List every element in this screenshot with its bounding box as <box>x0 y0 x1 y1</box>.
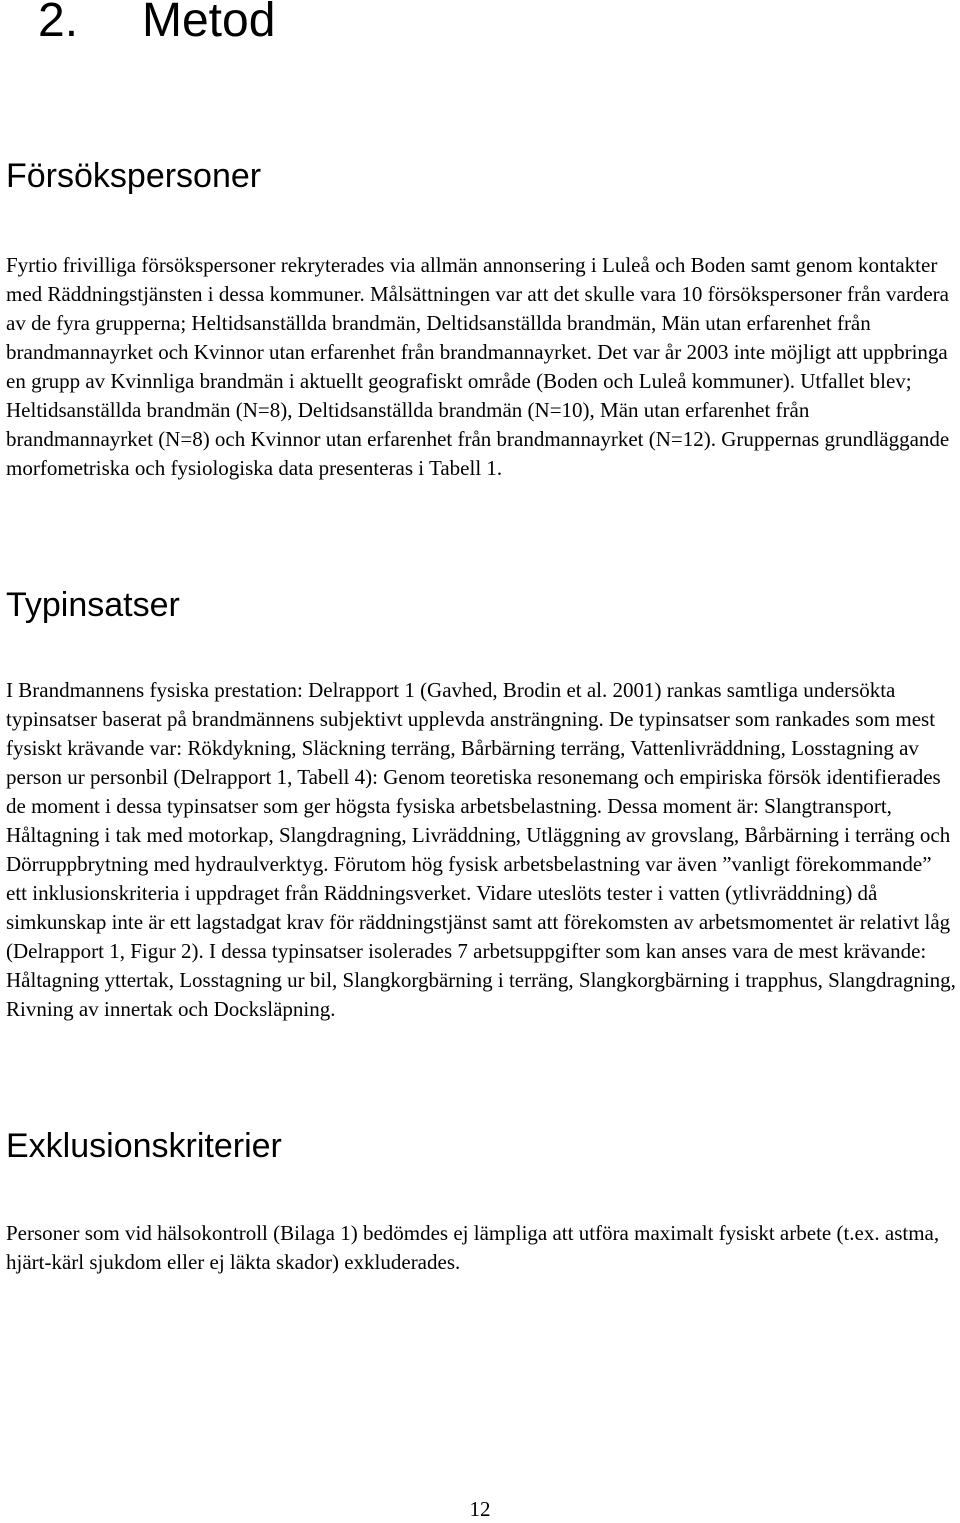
chapter-title-text: Metod <box>142 0 276 47</box>
section-heading-typinsatser: Typinsatser <box>6 586 180 624</box>
chapter-number: 2. <box>38 0 79 47</box>
section-heading-exklusionskriterier: Exklusionskriterier <box>6 1127 282 1165</box>
chapter-title <box>38 0 275 56</box>
section-heading-forsokspersoner: Försökspersoner <box>6 157 262 195</box>
page-number: 12 <box>469 1497 491 1521</box>
paragraph-exklusionskriterier: Personer som vid hälsokontroll (Bilaga 1) bedömdes ej lämpliga att utföra maximalt fysiskt arbete (t.ex. astma, hjärt-kärl sjukdom eller ej läkta skador) exkluderades. <box>6 1221 940 1274</box>
paragraph-forsokspersoner: Fyrtio frivilliga försökspersoner rekryterades via allmän annonsering i Luleå och Boden samt genom kontakter med Räddningstjänsten i dessa kommuner. Målsättningen var att det skulle vara 10 försökspersoner från vardera av de fyra grupperna; Heltidsanställda brandmän, Deltidsanställda brandmän, Män utan erfarenhet från brandmannayrket och Kvinnor utan erfarenhet från brandmannayrket. Det var år 2003 inte möjligt att uppbringa en grupp av Kvinnliga brandmän i aktuellt geografiskt område (Boden och Luleå kommuner). Utfallet blev; Heltidsanställda brandmän (N=8), Deltidsanställda brandmän (N=10), Män utan erfarenhet från brandmannayrket (N=8) och Kvinnor utan erfarenhet från brandmannayrket (N=12). Gruppernas grundläggande morfometriska och fysiologiska data presenteras i Tabell 1. <box>6 253 950 480</box>
paragraph-typinsatser: I Brandmannens fysiska prestation: Delrapport 1 (Gavhed, Brodin et al. 2001) rankas samtliga undersökta typinsatser baserat på brandmännens subjektivt upplevda ansträngning. De typinsatser som rankades som mest fysiskt krävande var: Rökdykning, Släckning terräng, Bårbärning terräng, Vattenlivräddning, Losstagning av person ur personbil (Delrapport 1, Tabell 4): Genom teoretiska resonemang och empiriska försök identifierades de moment i dessa typinsatser som ger högsta fysiska arbetsbelastning. Dessa moment är: Slangtransport, Håltagning i tak med motorkap, Slangdragning, Livräddning, Utläggning av grovslang, Bårbärning i terräng och Dörruppbrytning med hydraulverktyg. Förutom hög fysisk arbetsbelastning var även ”vanligt förekommande” ett inklusionskriteria i uppdraget från Räddningsverket. Vidare uteslöts tester i vatten (ytlivräddning) då simkunskap inte är ett lagstadgat krav för räddningstjänst samt att förekomsten av arbetsmomentet är relativt låg (Delrapport 1, Figur 2). I dessa typinsatser isolerades 7 arbetsuppgifter som kan anses vara de mest krävande: Håltagning yttertak, Losstagning ur bil, Slangkorgbärning i terräng, Slangkorgbärning i trapphus, Slangdragning, Rivning av innertak och Docksläpning. <box>6 678 956 1021</box>
